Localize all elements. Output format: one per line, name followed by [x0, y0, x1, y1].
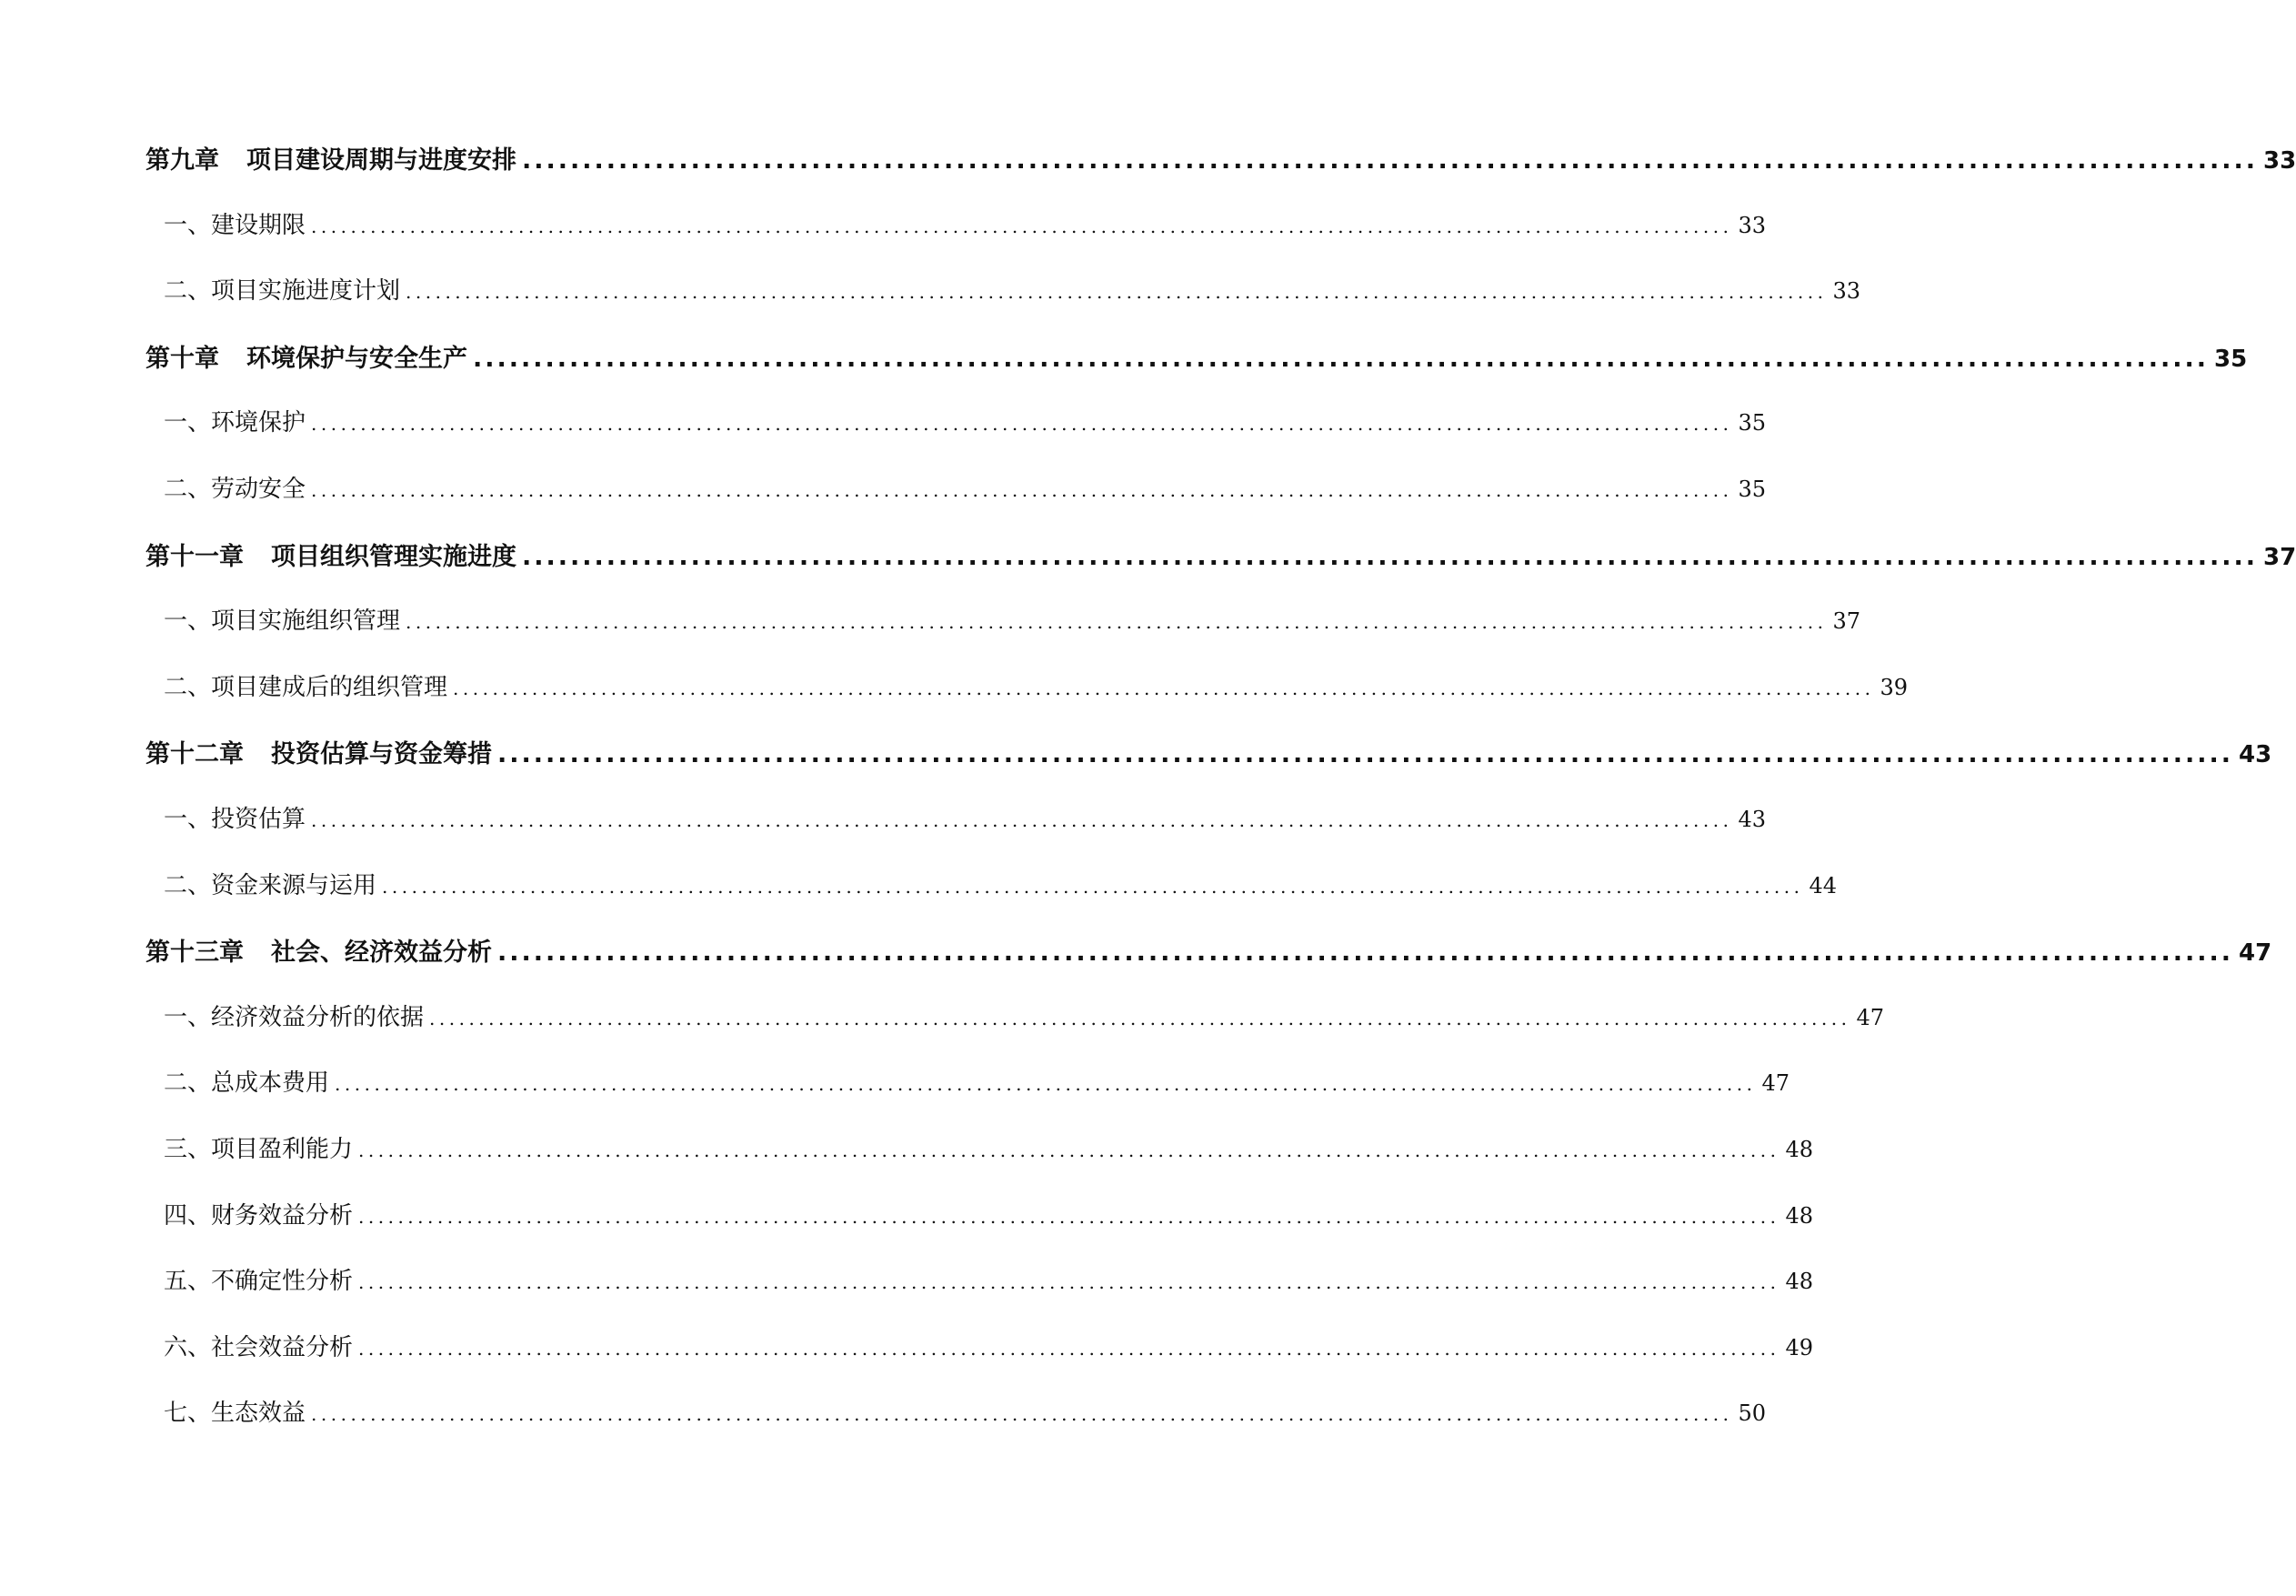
toc-section-entry[interactable] — [145, 206, 1767, 273]
toc-section-entry[interactable] — [145, 1197, 1814, 1263]
dot-leader: ................................................................................................................................................ — [497, 939, 2233, 968]
chapter-title: 环境保护与安全生产 — [246, 344, 467, 373]
toc-entry-title — [145, 932, 492, 968]
toc-chapter-9[interactable] — [145, 140, 2296, 206]
section-title: 二、项目建成后的组织管理 — [164, 673, 448, 701]
page-number: 37 — [1832, 608, 1861, 635]
toc-section-entry[interactable] — [145, 867, 1838, 933]
chapter-number: 第十二章 — [145, 740, 244, 769]
section-title: 四、财务效益分析 — [164, 1201, 354, 1230]
dot-leader: ................................................................................................................................................ — [335, 1073, 1757, 1096]
toc-section-entry[interactable] — [145, 1329, 1814, 1395]
dot-leader: ................................................................................................................................................ — [311, 808, 1733, 831]
section-title: 六、社会效益分析 — [164, 1333, 354, 1361]
toc-section-entry[interactable] — [145, 1262, 1814, 1329]
section-title: 二、项目实施进度计划 — [164, 277, 401, 306]
toc-section-entry[interactable] — [145, 1130, 1814, 1197]
toc-section-entry[interactable] — [145, 272, 1861, 338]
section-title: 三、项目盈利能力 — [164, 1135, 354, 1163]
page-number: 37 — [2262, 543, 2296, 571]
chapter-title: 社会、经济效益分析 — [271, 939, 492, 968]
section-title: 五、不确定性分析 — [164, 1268, 354, 1296]
toc-section-entry[interactable] — [145, 1064, 1790, 1130]
section-title: 七、生态效益 — [164, 1400, 306, 1428]
chapter-number: 第十一章 — [145, 542, 244, 571]
page-number: 48 — [1785, 1269, 1814, 1295]
chapter-number: 第十章 — [145, 344, 219, 373]
section-title: 一、环境保护 — [164, 409, 306, 437]
section-title: 一、经济效益分析的依据 — [164, 1003, 425, 1031]
chapter-number: 第九章 — [145, 146, 219, 175]
toc-entry-title — [145, 338, 467, 374]
dot-leader: ................................................................................................................................................ — [497, 740, 2233, 769]
toc-section-entry[interactable] — [145, 668, 1909, 735]
section-title: 二、劳动安全 — [164, 475, 306, 503]
page-number: 35 — [1738, 476, 1767, 502]
toc-section-entry[interactable] — [145, 800, 1767, 867]
dot-leader: ................................................................................................................................................ — [311, 1403, 1733, 1426]
dot-leader: ................................................................................................................................................ — [382, 875, 1804, 898]
section-title: 一、建设期限 — [164, 211, 306, 239]
page-number: 44 — [1809, 872, 1838, 898]
page-number: 33 — [1738, 212, 1767, 238]
page-number: 47 — [2238, 939, 2272, 968]
page-number: 47 — [1761, 1070, 1790, 1097]
toc-section-entry[interactable] — [145, 470, 1767, 537]
toc-chapter-12[interactable] — [145, 734, 2272, 800]
dot-leader: ................................................................................................................................................ — [429, 1007, 1851, 1029]
dot-leader: ................................................................................................................................................ — [453, 677, 1875, 699]
dot-leader: ................................................................................................................................................ — [311, 478, 1733, 501]
chapter-number: 第十三章 — [145, 939, 244, 968]
table-of-contents — [145, 140, 2296, 1460]
dot-leader: ................................................................................................................................................ — [311, 215, 1733, 237]
dot-leader: ................................................................................................................................................ — [311, 413, 1733, 436]
toc-section-entry[interactable] — [145, 602, 1861, 668]
page-number: 35 — [1738, 410, 1767, 437]
dot-leader: ................................................................................................................................................ — [473, 344, 2209, 373]
section-title: 二、总成本费用 — [164, 1069, 330, 1098]
page-number: 50 — [1738, 1400, 1767, 1427]
toc-entry-title — [145, 140, 516, 176]
page-number: 49 — [1785, 1334, 1814, 1360]
dot-leader: ................................................................................................................................................ — [406, 281, 1828, 304]
toc-chapter-11[interactable] — [145, 537, 2296, 603]
dot-leader: ................................................................................................................................................ — [358, 1337, 1780, 1360]
dot-leader: ................................................................................................................................................ — [522, 542, 2258, 571]
dot-leader: ................................................................................................................................................ — [522, 146, 2258, 175]
section-title: 一、投资估算 — [164, 805, 306, 833]
dot-leader: ................................................................................................................................................ — [406, 611, 1828, 634]
page-number: 48 — [1785, 1136, 1814, 1162]
page-number: 43 — [2238, 741, 2272, 769]
toc-entry-title — [145, 537, 516, 572]
toc-section-entry[interactable] — [145, 999, 1885, 1065]
page-number: 33 — [2262, 147, 2296, 175]
section-title: 二、资金来源与运用 — [164, 871, 377, 899]
page-number: 47 — [1856, 1004, 1885, 1030]
toc-chapter-10[interactable] — [145, 338, 2248, 405]
dot-leader: ................................................................................................................................................ — [358, 1271, 1780, 1294]
toc-chapter-13[interactable] — [145, 932, 2272, 999]
chapter-title: 项目组织管理实施进度 — [271, 542, 516, 571]
section-title: 一、项目实施组织管理 — [164, 607, 401, 636]
chapter-title: 项目建设周期与进度安排 — [246, 146, 516, 175]
toc-section-entry[interactable] — [145, 404, 1767, 470]
toc-section-entry[interactable] — [145, 1394, 1767, 1460]
dot-leader: ................................................................................................................................................ — [358, 1205, 1780, 1228]
dot-leader: ................................................................................................................................................ — [358, 1139, 1780, 1161]
toc-entry-title — [145, 734, 492, 769]
page-number: 43 — [1738, 806, 1767, 832]
page-number: 48 — [1785, 1202, 1814, 1229]
page-number: 39 — [1880, 674, 1909, 700]
chapter-title: 投资估算与资金筹措 — [271, 740, 492, 769]
page-number: 35 — [2213, 345, 2248, 373]
page-number: 33 — [1832, 278, 1861, 305]
